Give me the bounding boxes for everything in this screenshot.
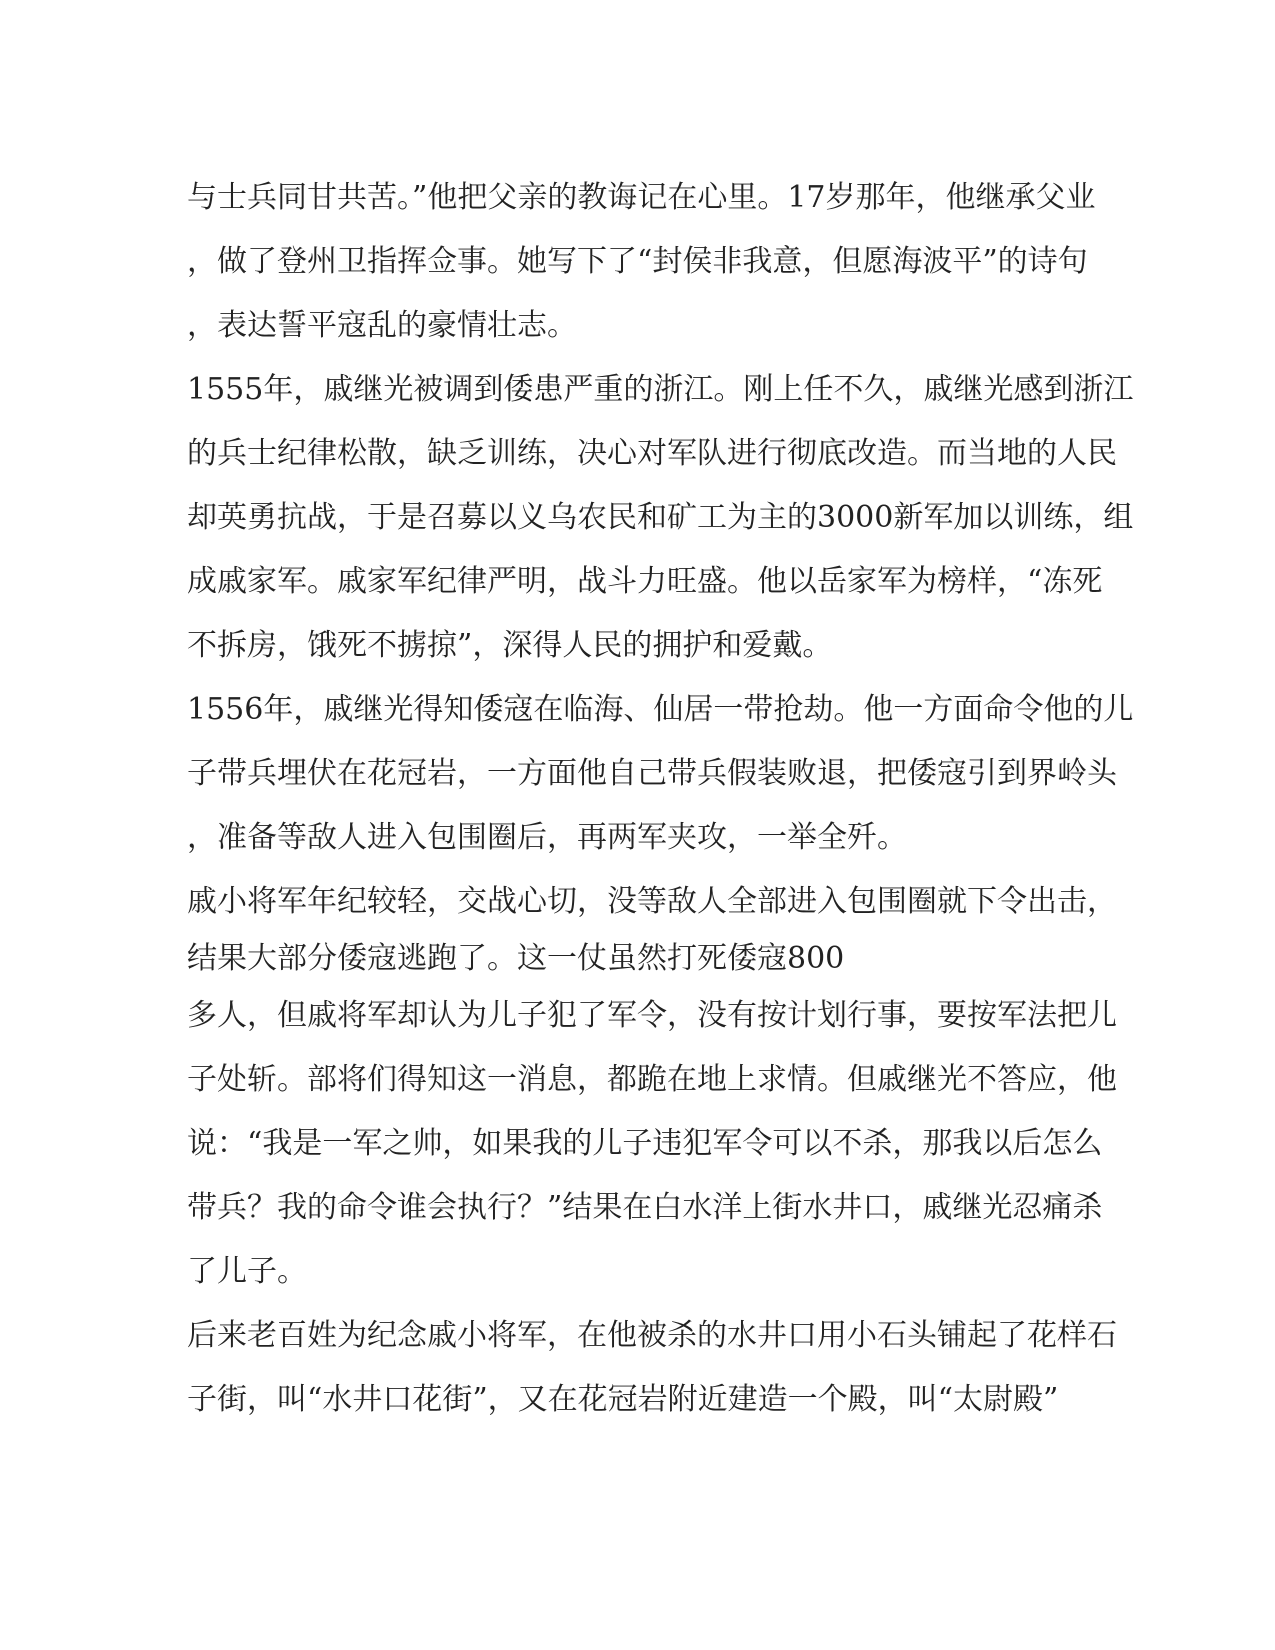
text-line: 戚小将军年纪较轻，交战心切，没等敌人全部进入包围圈就下令出击， (187, 884, 1117, 919)
document-body (187, 166, 1134, 1432)
text-line: 与士兵同甘共苦。”他把父亲的教诲记在心里。17岁那年，他继承父业 (187, 180, 1096, 215)
text-line: 说：“我是一军之帅，如果我的儿子违犯军令可以不杀，那我以后怎么 (187, 1126, 1103, 1161)
text-line: ，准备等敌人进入包围圈后，再两军夹攻，一举全歼。 (187, 820, 907, 855)
text-line: 了儿子。 (187, 1254, 307, 1289)
text-line: 1555年，戚继光被调到倭患严重的浙江。刚上任不久，戚继光感到浙江 (187, 372, 1134, 407)
text-line: 子街，叫“水井口花街”，又在花冠岩附近建造一个殿，叫“太尉殿” (187, 1382, 1059, 1417)
text-line: 1556年，戚继光得知倭寇在临海、仙居一带抢劫。他一方面命令他的儿 (187, 692, 1134, 727)
text-line: ，表达誓平寇乱的豪情壮志。 (187, 308, 577, 343)
text-line: 不拆房，饿死不掳掠”，深得人民的拥护和爱戴。 (187, 628, 833, 663)
text-line: 后来老百姓为纪念戚小将军，在他被杀的水井口用小石头铺起了花样石 (187, 1318, 1117, 1353)
text-line: 子处斩。部将们得知这一消息，都跪在地上求情。但戚继光不答应，他 (187, 1062, 1117, 1097)
text-line: 的兵士纪律松散，缺乏训练，决心对军队进行彻底改造。而当地的人民 (187, 436, 1117, 471)
text-line: 带兵？我的命令谁会执行？”结果在白水洋上街水井口，戚继光忍痛杀 (187, 1190, 1103, 1225)
text-line: 结果大部分倭寇逃跑了。这一仗虽然打死倭寇800 (187, 941, 845, 976)
text-line: 成戚家军。戚家军纪律严明，战斗力旺盛。他以岳家军为榜样，“冻死 (187, 564, 1103, 599)
text-line: ，做了登州卫指挥佥事。她写下了“封侯非我意，但愿海波平”的诗句 (187, 244, 1088, 279)
text-line: 多人，但戚将军却认为儿子犯了军令，没有按计划行事，要按军法把儿 (187, 998, 1117, 1033)
text-line: 子带兵埋伏在花冠岩，一方面他自己带兵假装败退，把倭寇引到界岭头 (187, 756, 1117, 791)
text-line: 却英勇抗战，于是召募以义乌农民和矿工为主的3000新军加以训练，组 (187, 500, 1134, 535)
